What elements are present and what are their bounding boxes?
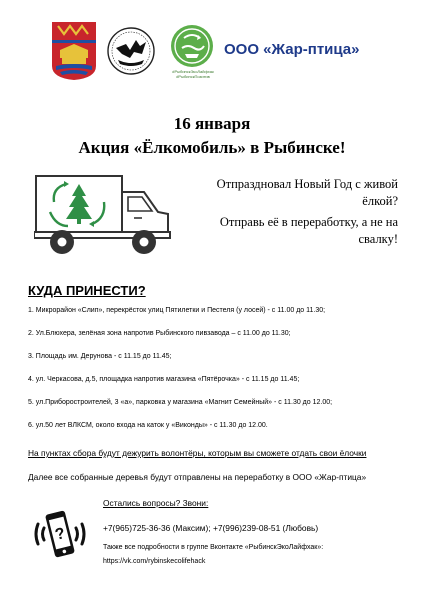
questions-label: Остались вопросы? Звони: xyxy=(103,498,209,508)
vk-group-link[interactable]: https://vk.com/rybinskecolifehack xyxy=(103,558,206,565)
contact-phones: +7(965)725-36-36 (Максим); +7(996)239-08-51 (Любовь) xyxy=(103,523,319,533)
svg-text:?: ? xyxy=(53,525,67,544)
rybinsk-eco-lifehack-logo-icon xyxy=(106,26,156,76)
rybinsk-coat-of-arms-icon xyxy=(52,22,96,80)
location-item: 6. ул.50 лет ВЛКСМ, около входа на каток у «Виконды» - с 11.30 до 12.00. xyxy=(28,422,268,429)
page-title: Акция «Ёлкомобиль» в Рыбинске! xyxy=(78,138,346,157)
slogan-call-to-action: Отправь её в переработку, а не на свалку! xyxy=(219,215,398,246)
location-item: 5. ул.Приборостроителей, 3 «а», парковка у магазина «Магнит Семейный» - с 11.30 до 12.00; xyxy=(28,399,333,406)
green-logo-caption: #РыбинскЭкоЛайфхак #РыбинскПозитив xyxy=(172,69,214,79)
location-item: 3. Площадь им. Дерунова - с 11.15 до 11.45; xyxy=(28,353,172,360)
location-item: 2. Ул.Блюхера, зелёная зона напротив Рыбинского пивзавода – с 11.00 до 11.30; xyxy=(28,330,291,337)
event-date: 16 января xyxy=(173,114,251,133)
processing-note: Далее все собранные деревья будут отправлены на переработку в ООО «Жар-птица» xyxy=(28,472,367,482)
truck-with-tree-recycle-icon xyxy=(34,172,172,258)
location-item: 1. Микрорайон «Слип», перекрёсток улиц Пятилетки и Пестеля (у лосей) - с 11.00 до 11.30; xyxy=(28,307,326,314)
locations-heading: КУДА ПРИНЕСТИ? xyxy=(28,283,146,298)
volunteers-note: На пунктах сбора будут дежурить волонтёры, которым вы сможете отдать свои ёлочки xyxy=(28,448,367,458)
smartphone-ringing-icon xyxy=(32,506,88,562)
slogan-question: Отпраздновал Новый Год с живой ёлкой? xyxy=(216,177,398,208)
location-item: 4. ул. Черкасова, д.5, площадка напротив магазина «Пятёрочка» - с 11.15 до 11.45; xyxy=(28,376,300,383)
planet-recycle-logo-icon xyxy=(170,24,214,68)
vk-group-text: Также все подробности в группе Вконтакте «РыбинскЭкоЛайфхак»: xyxy=(103,544,324,551)
company-name: ООО «Жар-птица» xyxy=(224,41,360,58)
